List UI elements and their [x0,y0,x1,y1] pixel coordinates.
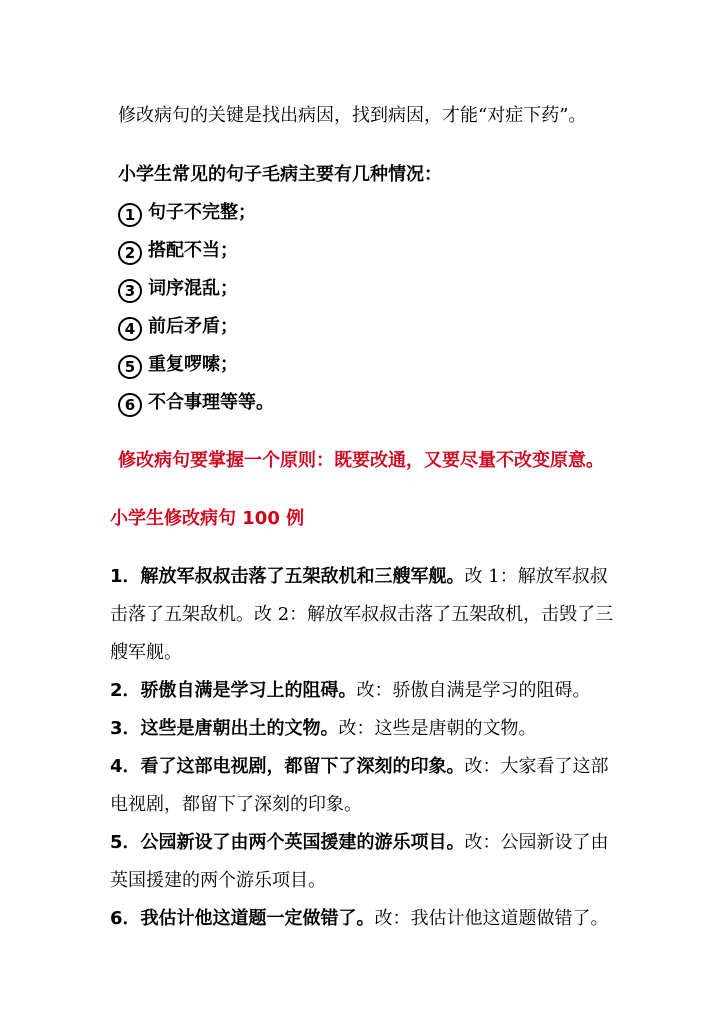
error-type-label: 不合事理等等。 [148,392,274,413]
error-type-item [118,201,256,227]
common-errors-heading: 小学生常见的句子毛病主要有几种情况： [118,164,442,185]
example-number: 1． [110,566,141,587]
principle-text: 修改病句要掌握一个原则：既要改通，又要尽量不改变原意。 [118,450,604,471]
example-item [110,710,620,748]
faulty-sentence: 公园新设了由两个英国援建的游乐项目。 [140,832,465,853]
error-type-item [118,315,238,341]
error-type-item [118,277,238,303]
circled-number: 1 [118,203,142,227]
example-number: 6． [110,908,141,929]
error-type-label: 前后矛盾； [148,316,238,337]
circled-number: 2 [118,241,142,265]
example-item [110,748,620,824]
error-type-label: 搭配不当； [148,240,238,261]
error-type-label: 词序混乱； [148,278,238,299]
circled-number: 4 [118,317,142,341]
corrected-sentence: 改 1：解放军叔叔击落了五架敌机。改 2：解放军叔叔击落了五架敌机，击毁了三艘军舰。 [110,566,614,663]
corrected-sentence: 改：大家看了这部电视剧，都留下了深刻的印象。 [110,756,609,815]
example-number: 5． [110,832,141,853]
corrected-sentence: 改：公园新设了由英国援建的两个游乐项目。 [110,832,609,891]
example-item [110,558,620,672]
example-number: 3． [110,718,141,739]
example-item [110,824,620,900]
intro-text: 修改病句的关键是找出病因，找到病因，才能“对症下药”。 [118,105,587,126]
example-item [110,900,620,938]
faulty-sentence: 看了这部电视剧，都留下了深刻的印象。 [140,756,465,777]
section-title: 小学生修改病句 100 例 [110,508,305,529]
corrected-sentence: 改：骄傲自满是学习的阻碍。 [356,680,591,701]
error-type-item [118,239,238,265]
faulty-sentence: 解放军叔叔击落了五架敌机和三艘军舰。 [140,566,465,587]
faulty-sentence: 我估计他这道题一定做错了。 [140,908,375,929]
error-type-label: 重复啰嗦； [148,354,238,375]
circled-number: 5 [118,355,142,379]
corrected-sentence: 改：我估计他这道题做错了。 [374,908,609,929]
circled-number: 6 [118,393,142,417]
example-item [110,672,620,710]
faulty-sentence: 骄傲自满是学习上的阻碍。 [140,680,357,701]
example-number: 2． [110,680,141,701]
faulty-sentence: 这些是唐朝出土的文物。 [140,718,339,739]
circled-number: 3 [118,279,142,303]
error-type-label: 句子不完整； [148,202,256,223]
error-type-item [118,391,274,417]
corrected-sentence: 改：这些是唐朝的文物。 [338,718,537,739]
error-type-item [118,353,238,379]
example-number: 4． [110,756,141,777]
